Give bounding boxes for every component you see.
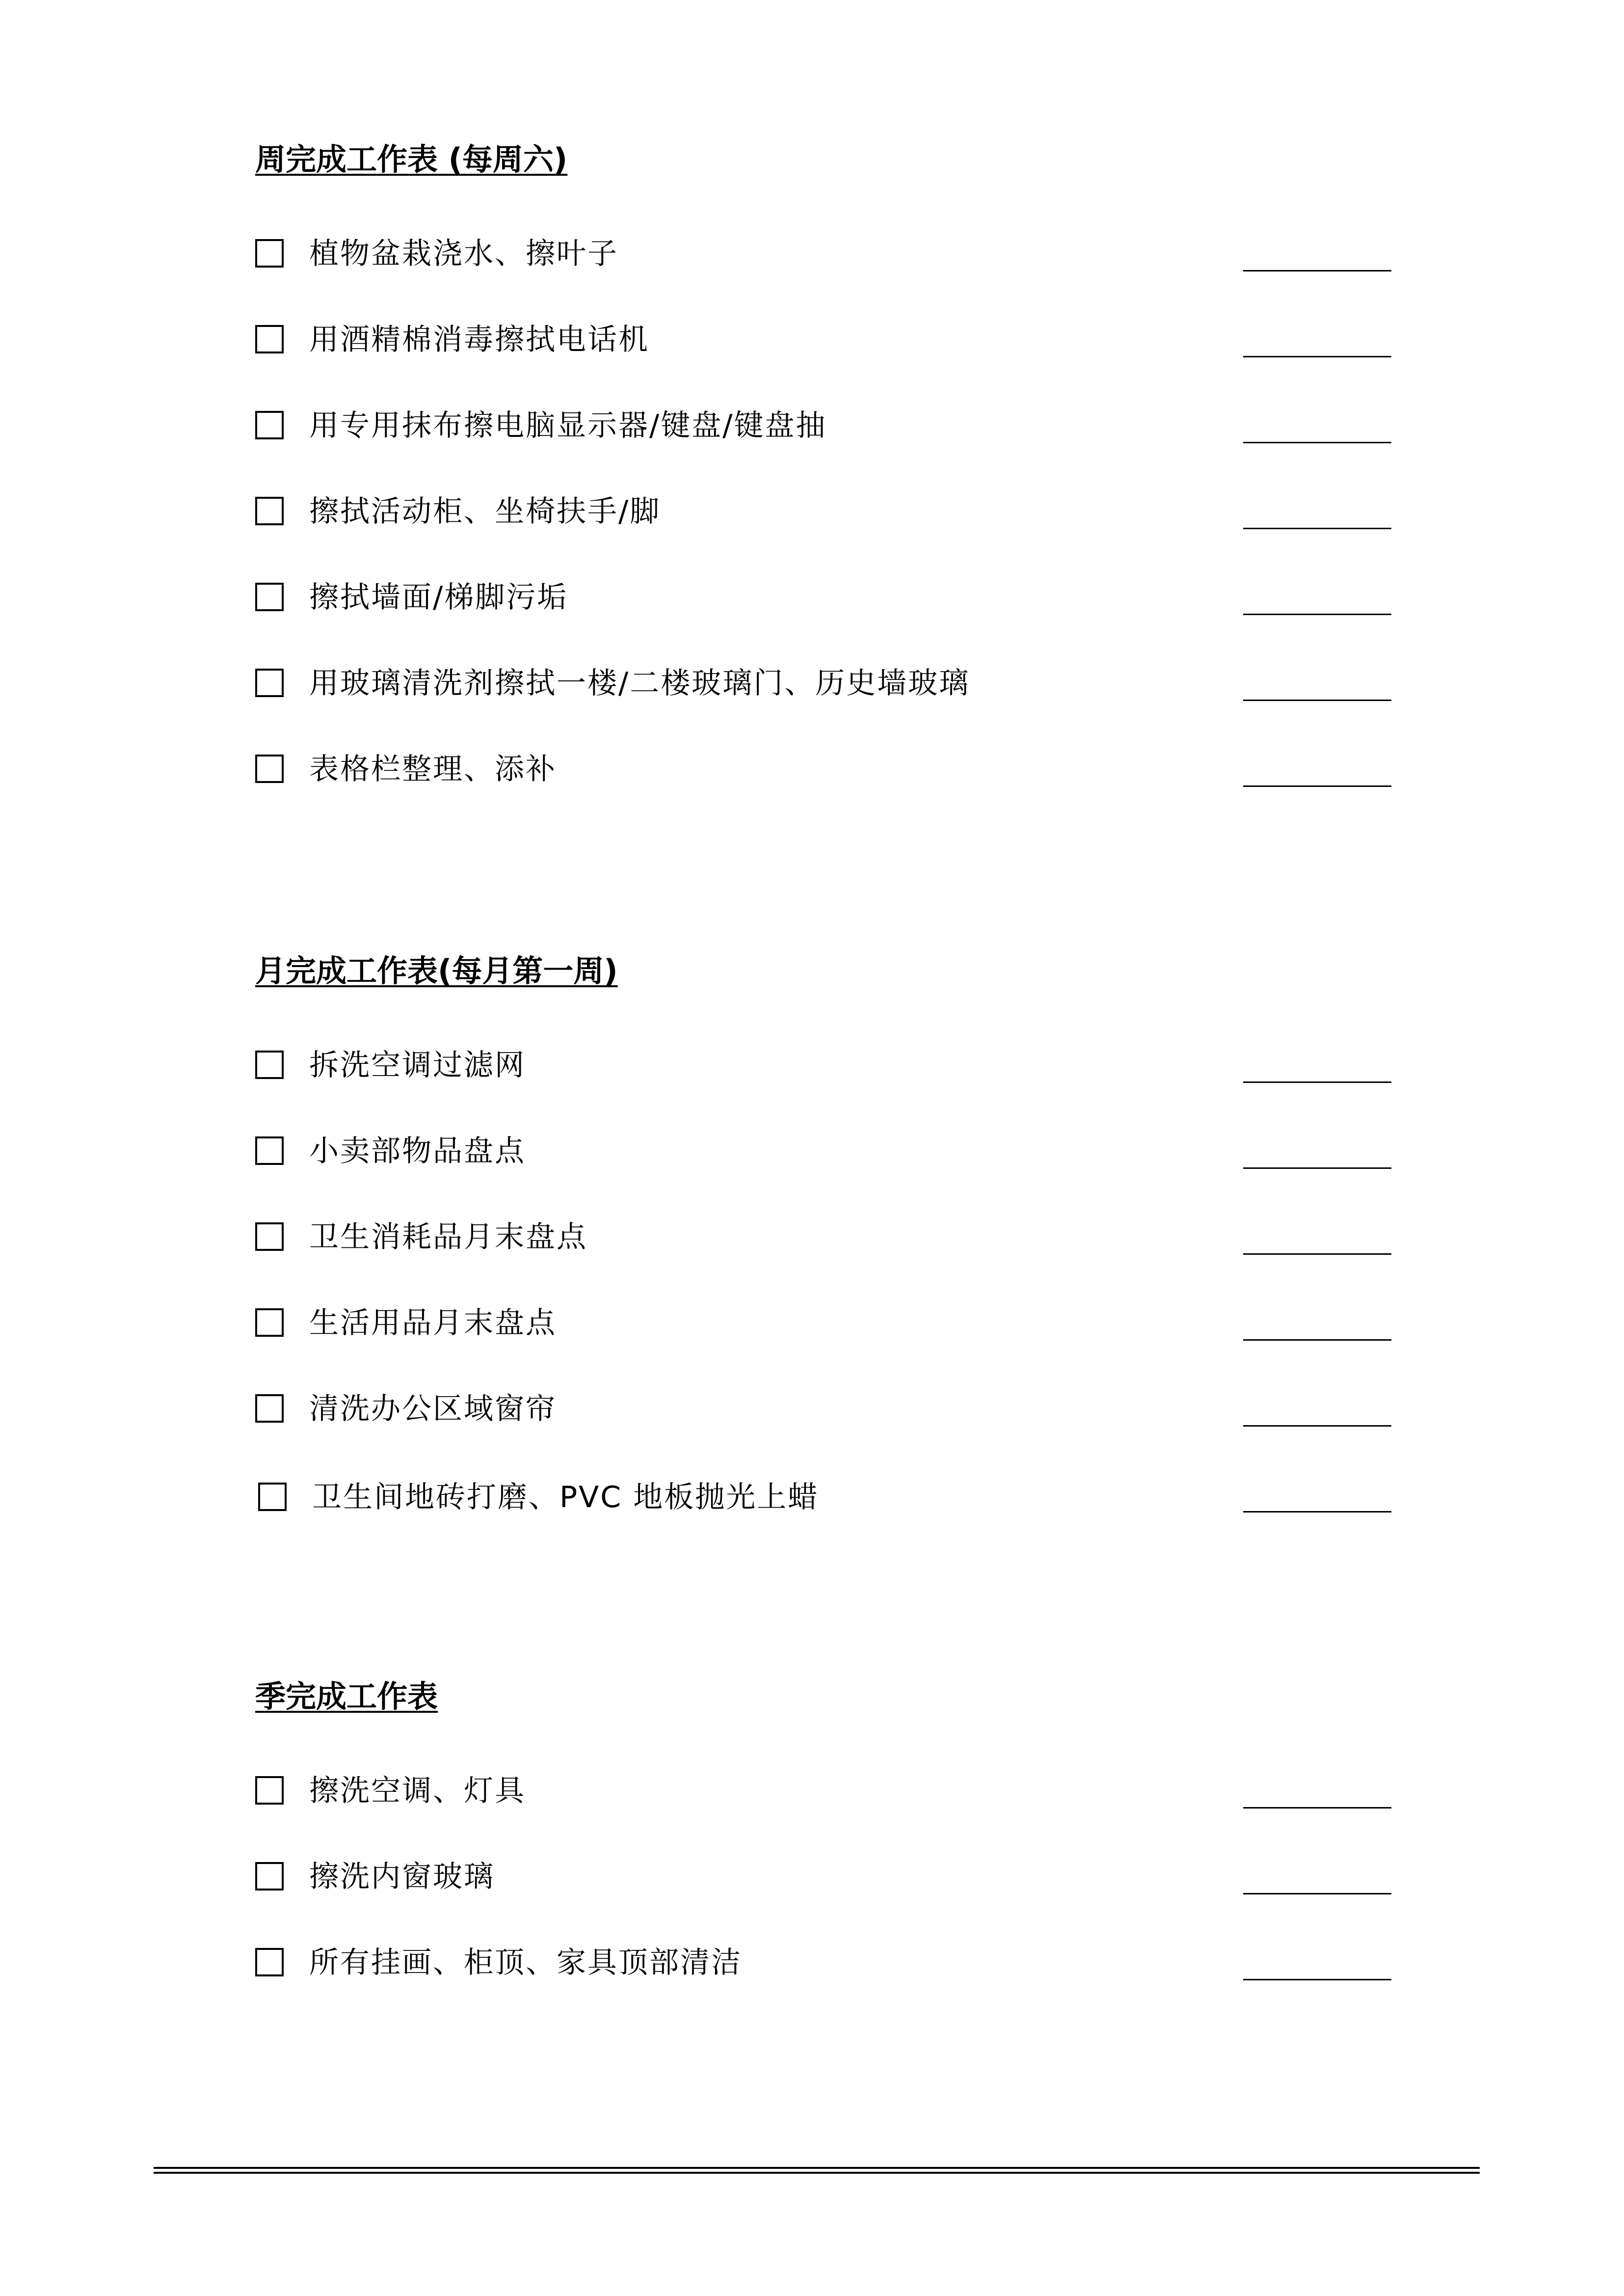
item-label: 植物盆栽浇水、擦叶子 <box>309 237 618 271</box>
signature-line[interactable] <box>1243 785 1391 787</box>
signature-line[interactable] <box>1243 1425 1391 1427</box>
signature-line[interactable] <box>1243 1081 1391 1083</box>
checklist-item <box>255 323 1394 408</box>
checklist-item <box>255 1392 1394 1478</box>
signature-line[interactable] <box>1243 270 1391 271</box>
quarterly-checklist <box>255 1774 1394 2031</box>
checkbox[interactable] <box>255 755 284 783</box>
item-label: 用专用抹布擦电脑显示器/键盘/键盘抽 <box>309 408 827 443</box>
item-label: 擦洗内窗玻璃 <box>309 1860 495 1894</box>
signature-line[interactable] <box>1243 528 1391 529</box>
checkbox[interactable] <box>258 1483 287 1511</box>
quarterly-section <box>255 1679 1394 2031</box>
quarterly-title: 季完成工作表 <box>255 1678 438 1714</box>
monthly-checklist <box>255 1048 1394 1564</box>
signature-line[interactable] <box>1243 1253 1391 1255</box>
signature-line[interactable] <box>1243 1979 1391 1980</box>
signature-line[interactable] <box>1243 1167 1391 1169</box>
item-label: 擦拭墙面/梯脚污垢 <box>309 580 568 615</box>
checklist-item <box>255 580 1394 666</box>
checkbox[interactable] <box>255 669 284 697</box>
signature-line[interactable] <box>1243 1511 1391 1513</box>
checklist-item <box>255 1774 1394 1860</box>
checklist-item <box>255 1220 1394 1306</box>
checklist-item <box>255 408 1394 494</box>
checkbox[interactable] <box>255 583 284 611</box>
checklist-item <box>255 1478 1394 1564</box>
item-label: 生活用品月末盘点 <box>309 1306 557 1340</box>
checkbox[interactable] <box>255 239 284 268</box>
signature-line[interactable] <box>1243 442 1391 443</box>
item-label: 拆洗空调过滤网 <box>309 1048 526 1082</box>
checkbox[interactable] <box>255 1222 284 1251</box>
signature-line[interactable] <box>1243 1807 1391 1809</box>
checkbox[interactable] <box>255 497 284 525</box>
checklist-item <box>255 494 1394 580</box>
signature-line[interactable] <box>1243 356 1391 357</box>
signature-line[interactable] <box>1243 1339 1391 1341</box>
checkbox[interactable] <box>255 411 284 439</box>
item-label: 卫生间地砖打磨、PVC 地板抛光上蜡 <box>312 1480 819 1514</box>
signature-line[interactable] <box>1243 700 1391 701</box>
checklist-item <box>255 752 1394 838</box>
checklist-item <box>255 1945 1394 2031</box>
checklist-item <box>255 237 1394 323</box>
item-label: 用酒精棉消毒擦拭电话机 <box>309 323 649 357</box>
monthly-section <box>255 954 1394 1564</box>
weekly-title: 周完成工作表 (每周六) <box>255 141 568 177</box>
signature-line[interactable] <box>1243 1893 1391 1894</box>
checkbox[interactable] <box>255 1136 284 1165</box>
item-label: 擦洗空调、灯具 <box>309 1774 526 1808</box>
checklist-item <box>255 666 1394 752</box>
checklist-item <box>255 1134 1394 1220</box>
item-label: 清洗办公区域窗帘 <box>309 1392 557 1426</box>
weekly-section <box>255 142 1394 838</box>
checkbox[interactable] <box>255 1308 284 1337</box>
checklist-item <box>255 1048 1394 1134</box>
monthly-title: 月完成工作表(每月第一周) <box>255 953 618 989</box>
checkbox[interactable] <box>255 1394 284 1423</box>
item-label: 用玻璃清洗剂擦拭一楼/二楼玻璃门、历史墙玻璃 <box>309 666 970 701</box>
item-label: 表格栏整理、添补 <box>309 752 557 786</box>
checkbox[interactable] <box>255 1948 284 1976</box>
item-label: 擦拭活动柜、坐椅扶手/脚 <box>309 494 661 529</box>
footer-double-rule <box>154 2167 1480 2174</box>
item-label: 卫生消耗品月末盘点 <box>309 1220 587 1254</box>
checkbox[interactable] <box>255 1051 284 1079</box>
checklist-item <box>255 1306 1394 1392</box>
weekly-checklist <box>255 237 1394 838</box>
checkbox[interactable] <box>255 325 284 353</box>
checklist-item <box>255 1860 1394 1945</box>
checkbox[interactable] <box>255 1862 284 1891</box>
item-label: 小卖部物品盘点 <box>309 1134 526 1168</box>
checkbox[interactable] <box>255 1776 284 1805</box>
signature-line[interactable] <box>1243 614 1391 615</box>
item-label: 所有挂画、柜顶、家具顶部清洁 <box>309 1945 742 1980</box>
